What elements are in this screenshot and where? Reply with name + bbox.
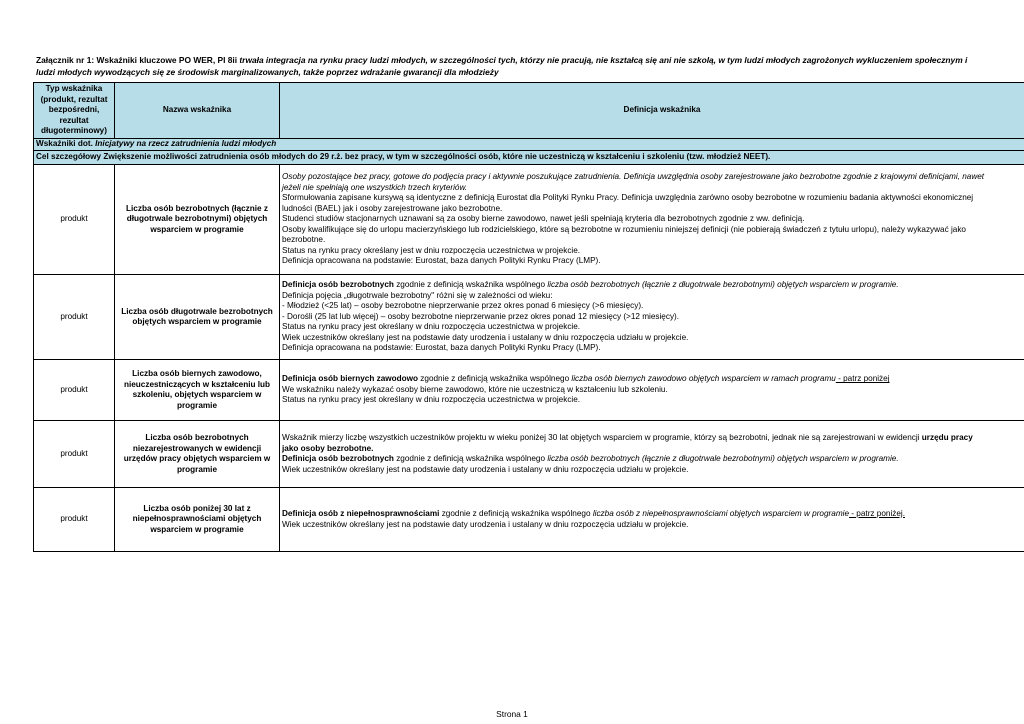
row-definition: Wskaźnik mierzy liczbę wszystkich uczestników projektu w wieku poniżej 30 lat objętych wsparciem w programie, którzy są bezrobotni, jednak nie są zarejestrowani w ewidencji urzędu pracy jako osoby bezrobotne. Definicja osób bezrobotnych zgodnie z definicją wskaźnika wspólnego liczba osób bezrobotnych (łącznie z długotrwale bezrobotnymi) objętych wsparciem w programie. Wiek uczestników określany jest na podstawie daty urodzenia i ustalany w dniu rozpoczęcia udziału w projekcie. [280, 421, 1024, 488]
definition-line: bezrobotne. [282, 235, 326, 245]
table-row [34, 275, 1024, 360]
definition-line: - Dorośli (25 lat lub więcej) – osoby bezrobotne nieprzerwanie przez okres ponad 12 miesięcy (>12 miesięcy). [282, 311, 680, 321]
band-indicators [34, 139, 1024, 151]
definition-bold: Definicja osób biernych zawodowo [282, 374, 419, 384]
definition-line: jeżeli nie spełniają one wszystkich trzech kryteriów. [282, 182, 468, 192]
band2-text: Cel szczegółowy Zwiększenie możliwości zatrudnienia osób młodych do 29 r.ż. bez pracy, w tym w szczególności osób, które nie uczestniczą w kształceniu i szkoleniu (tzw. młodzież NEET). [34, 151, 1024, 165]
table-header-row [34, 83, 1024, 139]
definition-line: ludności (BAEL) jak i osoby zarejestrowane jako bezrobotne. [282, 203, 503, 213]
definition-line: Wiek uczestników określany jest na podstawie daty urodzenia i ustalany w dniu rozpoczęcia udziału w projekcie. [282, 332, 689, 342]
table-row [34, 488, 1024, 552]
row-name: Liczba osób długotrwale bezrobotnych objętych wsparciem w programie [115, 275, 280, 360]
row-definition: Definicja osób z niepełnosprawnościami zgodnie z definicją wskaźnika wspólnego liczba osób z niepełnosprawnościami objętych wsparciem w programie - patrz poniżej. Wiek uczestników określany jest na podstawie daty urodzenia i ustalany w dniu rozpoczęcia udziału w projekcie. [280, 488, 1024, 552]
indicators-table [33, 82, 1024, 552]
row-name: Liczba osób bezrobotnych niezarejestrowanych w ewidencji urzędów pracy objętych wsparciem w programie [115, 421, 280, 488]
band-objective [34, 151, 1024, 165]
definition-line: Status na rynku pracy jest określany w dniu rozpoczęcia uczestnictwa w projekcie. [282, 395, 581, 405]
row-type: produkt [34, 165, 115, 275]
header-name: Nazwa wskaźnika [115, 83, 280, 139]
table-row [34, 165, 1024, 275]
definition-line: Status na rynku pracy jest określany w dniu rozpoczęcia uczestnictwa w projekcie. [282, 322, 581, 332]
definition-line: We wskaźniku należy wykazać osoby bierne zawodowo, które nie uczestniczą w kształceniu lub szkoleniu. [282, 384, 668, 394]
definition-line: Osoby kwalifikujące się do urlopu macierzyńskiego lub rodzicielskiego, które są bezrobotne w rozumieniu niniejszej definicji (nie pobierają świadczeń z tytułu urlopu), należy wykazywać jako [282, 224, 966, 234]
header-type: Typ wskaźnika (produkt, rezultat bezpośredni, rezultat długoterminowy) [34, 83, 115, 139]
page-number: Strona 1 [496, 709, 528, 719]
row-name: Liczba osób bezrobotnych (łącznie z długotrwale bezrobotnymi) objętych wsparciem w programie [115, 165, 280, 275]
row-type: produkt [34, 488, 115, 552]
band1-prefix: Wskaźniki dot. [36, 139, 96, 149]
row-type: produkt [34, 275, 115, 360]
definition-line: jako osoby bezrobotne. [282, 443, 374, 453]
row-definition: Definicja osób bezrobotnych zgodnie z definicją wskaźnika wspólnego liczba osób bezrobotnych (łącznie z długotrwale bezrobotnymi) objętych wsparciem w programie. Definicja pojęcia „długotrwale bezrobotny" różni się w zależności od wieku: - Młodzież (<25 lat) – osoby bezrobotne nieprzerwanie przez okres ponad 6 miesięcy (>6 miesięcy). - Dorośli (25 lat lub więcej) – osoby bezrobotne nieprzerwanie przez okres ponad 12 miesięcy (>12 miesięcy). Status na rynku pracy jest określany w dniu rozpoczęcia uczestnictwa w projekcie. Wiek uczestników określany jest na podstawie daty urodzenia i ustalany w dniu rozpoczęcia udziału w projekcie. Definicja opracowana na podstawie: Eurostat, baza danych Polityki Rynku Pracy (LMP). [280, 275, 1024, 360]
definition-italic: liczba osób bezrobotnych (łącznie z długotrwale bezrobotnymi) objętych wsparciem w programie. [547, 454, 899, 463]
row-type: produkt [34, 421, 115, 488]
definition-line: Wskaźnik mierzy liczbę wszystkich uczestników projektu w wieku poniżej 30 lat objętych wsparciem w programie, którzy są bezrobotni, jednak nie są zarejestrowani w ewidencji [282, 433, 922, 442]
definition-italic: liczba osób bezrobotnych (łącznie z długotrwale bezrobotnymi) objętych wsparciem w programie. [547, 280, 899, 290]
row-name: Liczba osób poniżej 30 lat z niepełnosprawnościami objętych wsparciem w programie [115, 488, 280, 552]
title-italic-line-1: trwała integracja na rynku pracy ludzi młodych, w szczególności tych, którzy nie pracują, nie kształcą się ani nie szkolą, w tym ludzi młodych zagrożonych wykluczeniem społecznym i [239, 55, 968, 65]
definition-bold: Definicja osób bezrobotnych [282, 280, 394, 290]
header-definition: Definicja wskaźnika [280, 83, 1024, 139]
see-below-link[interactable]: - patrz poniżej [835, 374, 890, 384]
definition-italic: liczba osób z niepełnosprawnościami objętych wsparciem w programie [592, 509, 850, 518]
definition-line: Definicja pojęcia „długotrwale bezrobotny" różni się w zależności od wieku: [282, 290, 553, 300]
definition-bold: Definicja osób bezrobotnych [282, 454, 394, 463]
definition-line: Wiek uczestników określany jest na podstawie daty urodzenia i ustalany w dniu rozpoczęcia udziału w projekcie. [282, 464, 689, 474]
table-row [34, 421, 1024, 488]
row-name: Liczba osób biernych zawodowo, nieuczestniczących w kształceniu lub szkoleniu, objętych wsparciem w programie [115, 360, 280, 421]
definition-line: Osoby pozostające bez pracy, gotowe do podjęcia pracy i aktywnie poszukujące zatrudnienia. Definicja uwzględnia osoby zarejestrowane jako bezrobotne zgodnie z krajowymi definicjami, nawet [282, 172, 985, 182]
definition-italic: liczba osób biernych zawodowo objętych wsparciem w ramach programu [571, 374, 836, 384]
definition-line: Sformułowania zapisane kursywą są identyczne z definicją Eurostat dla Polityki Rynku Pracy. Definicja uwzględnia zarówno osoby bezrobotne w rozumieniu badania aktywności ekonomicznej [282, 193, 974, 203]
definition-bold: Definicja osób z niepełnosprawnościami [282, 509, 440, 518]
definition-line: Definicja opracowana na podstawie: Eurostat, baza danych Polityki Rynku Pracy (LMP). [282, 256, 601, 266]
definition-line: Studenci studiów stacjonarnych uznawani są za osoby bierne zawodowo, nawet jeśli spełniają kryteria dla bezrobotnych zgodnie z ww. definicją. [282, 214, 805, 224]
row-definition: Definicja osób biernych zawodowo zgodnie z definicją wskaźnika wspólnego liczba osób biernych zawodowo objętych wsparciem w ramach programu - patrz poniżej We wskaźniku należy wykazać osoby bierne zawodowo, które nie uczestniczą w kształceniu lub szkoleniu. Status na rynku pracy jest określany w dniu rozpoczęcia uczestnictwa w projekcie. [280, 360, 1024, 421]
definition-line: Status na rynku pracy określany jest w dniu rozpoczęcia uczestnictwa w projekcie. [282, 245, 581, 255]
definition-line: Wiek uczestników określany jest na podstawie daty urodzenia i ustalany w dniu rozpoczęcia udziału w projekcie. [282, 519, 689, 529]
definition-line: - Młodzież (<25 lat) – osoby bezrobotne nieprzerwanie przez okres ponad 6 miesięcy (>6 miesięcy). [282, 301, 644, 311]
see-below-link[interactable]: - patrz poniżej. [849, 509, 906, 518]
title-italic-line-2: ludzi młodych wywodzących się ze środowisk marginalizowanych, także poprzez wdrażanie gwarancji dla młodzieży [36, 67, 499, 77]
row-definition [280, 165, 1024, 275]
definition-line: Definicja opracowana na podstawie: Eurostat, baza danych Polityki Rynku Pracy (LMP). [282, 343, 601, 353]
band1-italic: Inicjatywy na rzecz zatrudnienia ludzi młodych [95, 139, 277, 149]
row-type: produkt [34, 360, 115, 421]
title-prefix: Załącznik nr 1: Wskaźniki kluczowe PO WER, PI 8ii [36, 55, 240, 65]
document-title [36, 54, 1024, 78]
table-row [34, 360, 1024, 421]
